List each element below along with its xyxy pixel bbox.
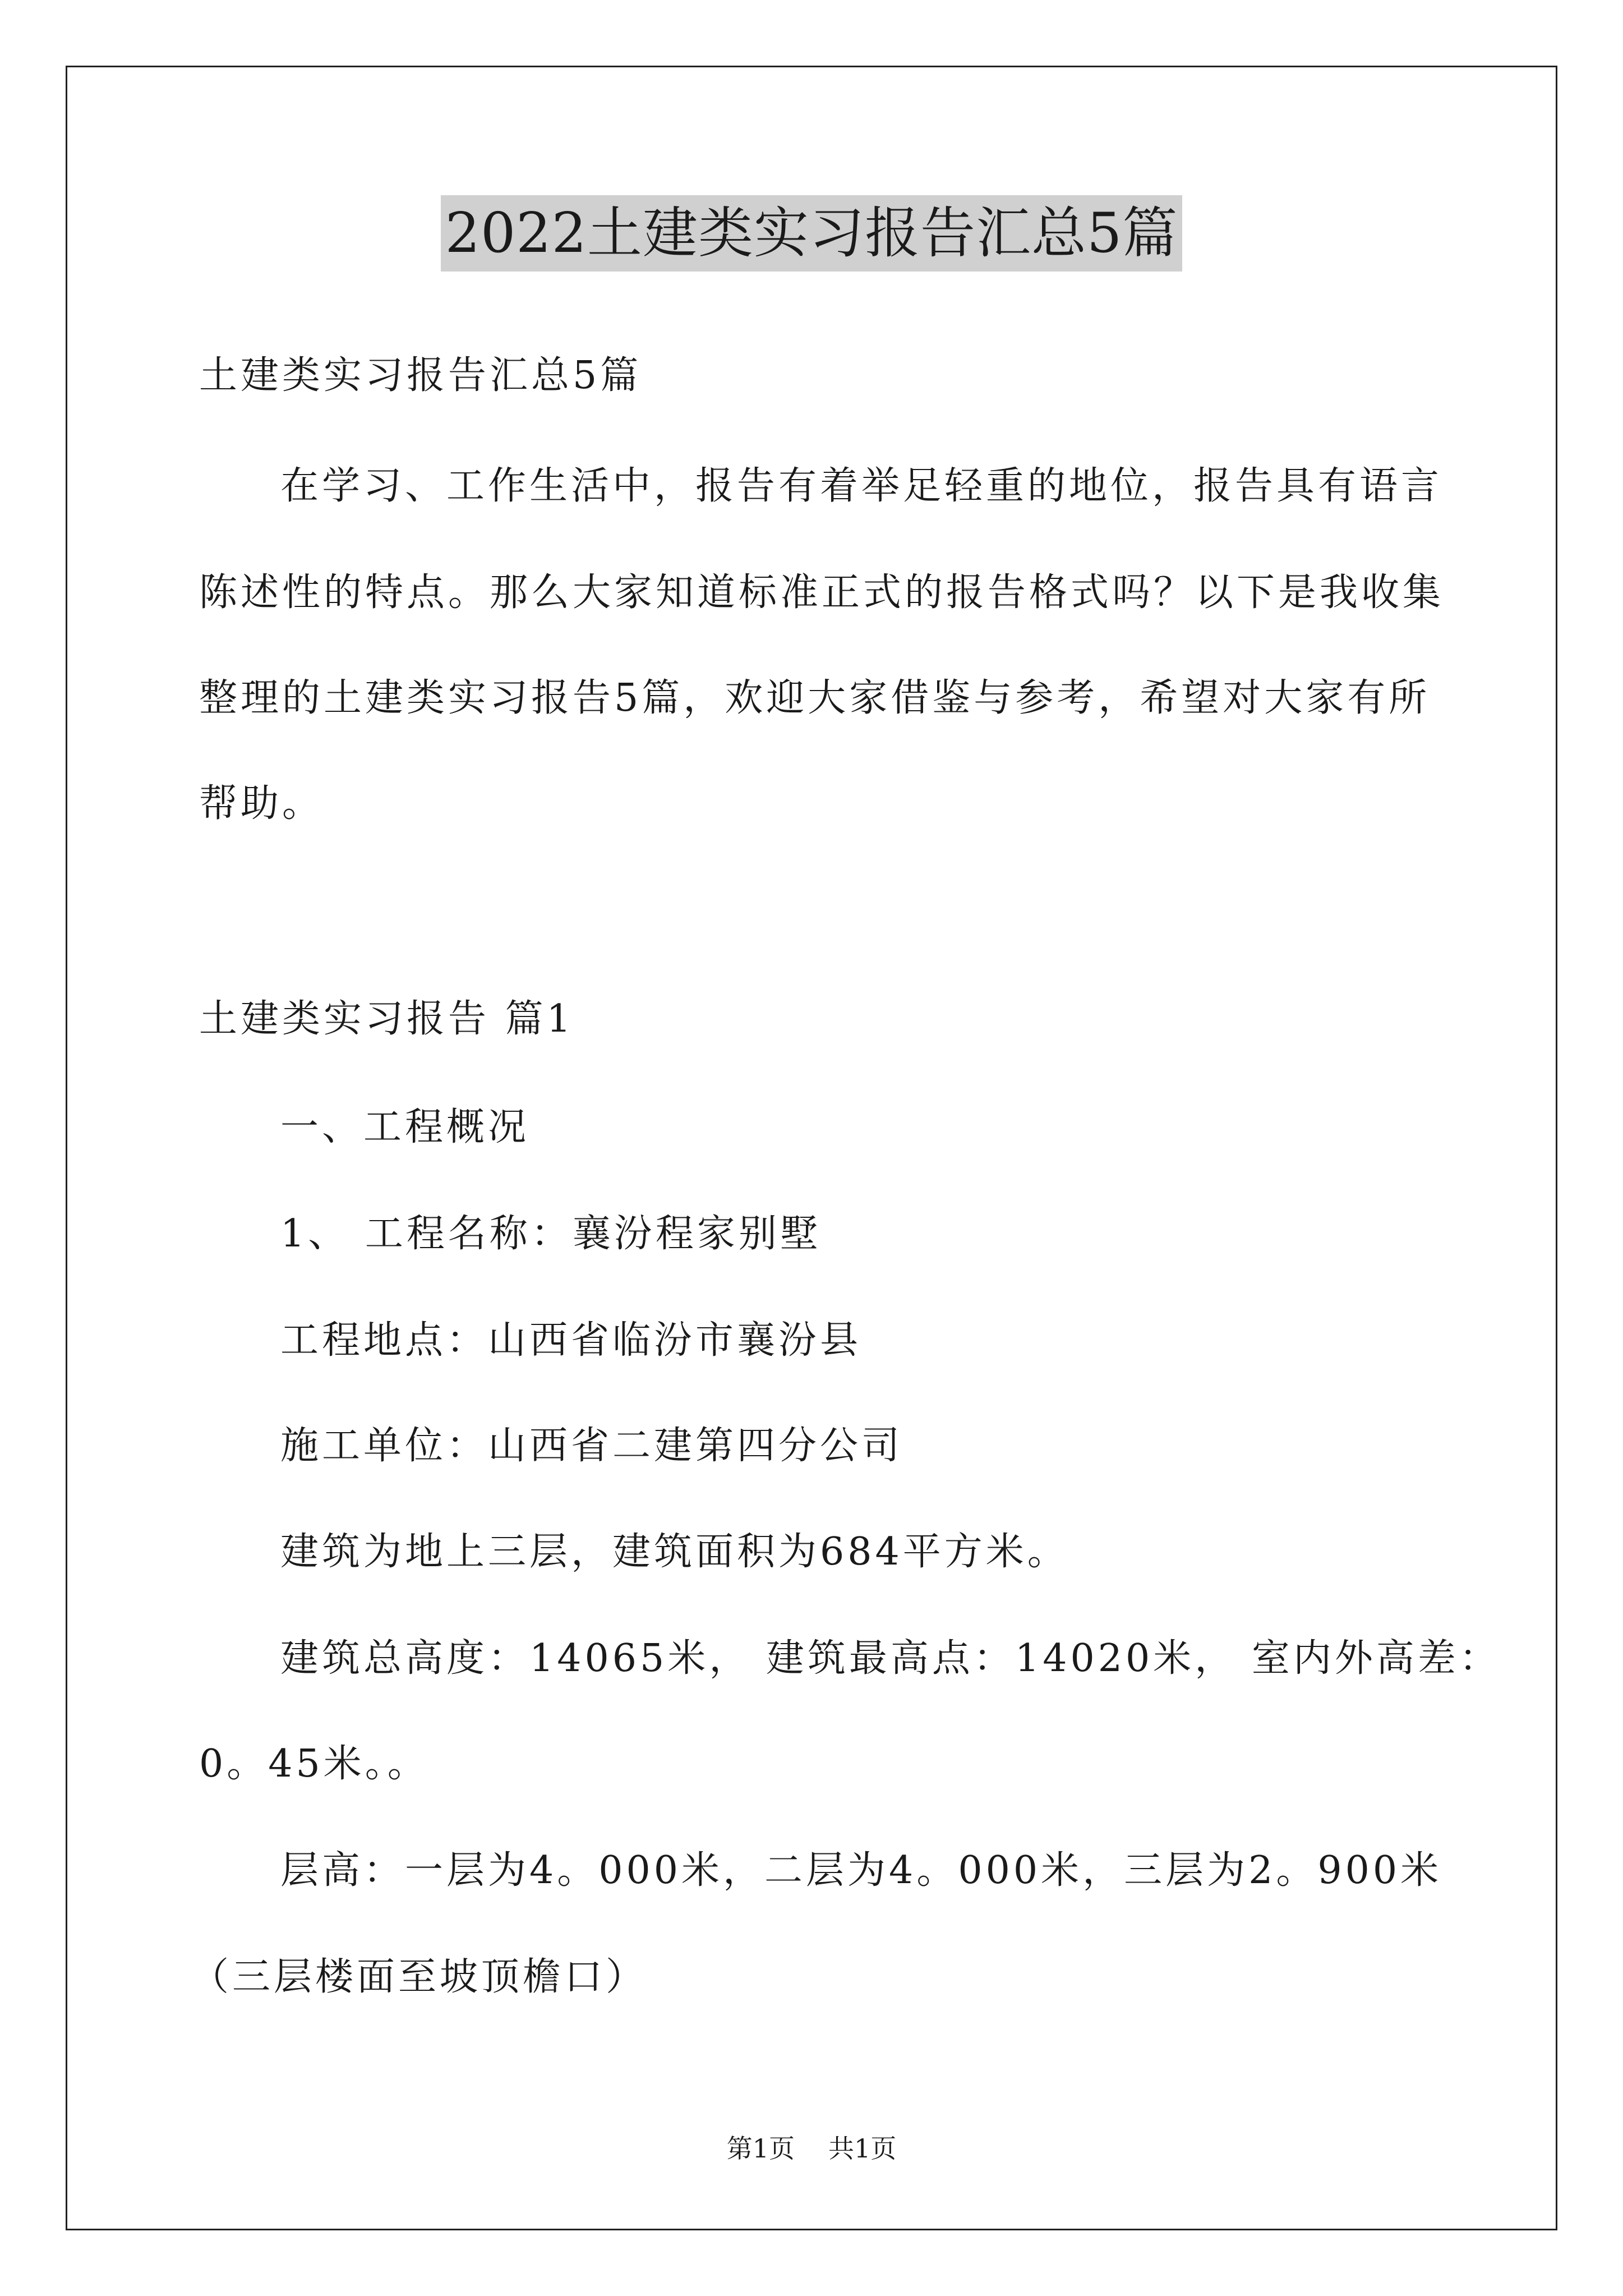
intro-line: 帮助。 <box>199 781 324 826</box>
body-line: 一、工程概况 <box>280 1105 530 1149</box>
page-number: 第1页 <box>726 2133 795 2164</box>
document-subtitle: 土建类实习报告汇总5篇 <box>199 353 642 398</box>
body-line: 1、 工程名称：襄汾程家别墅 <box>280 1212 822 1256</box>
intro-line: 陈述性的特点。那么大家知道标准正式的报告格式吗？以下是我收集 <box>199 570 1445 615</box>
body-line: 施工单位：山西省二建第四分公司 <box>280 1424 903 1468</box>
section-heading: 土建类实习报告 篇1 <box>199 997 574 1041</box>
body-line: （三层楼面至坡顶檐口） <box>191 1955 648 1999</box>
page-footer <box>0 2132 1623 2165</box>
body-line: 0。45米。。 <box>199 1742 429 1786</box>
intro-line: 整理的土建类实习报告5篇，欢迎大家借鉴与参考，希望对大家有所 <box>199 676 1431 720</box>
body-line: 建筑为地上三层，建筑面积为684平方米。 <box>280 1530 1069 1574</box>
page-total: 共1页 <box>828 2133 897 2164</box>
body-line: 层高：一层为4。000米，二层为4。000米，三层为2。900米 <box>280 1848 1442 1893</box>
body-line: 建筑总高度：14065米， 建筑最高点：14020米， 室内外高差： <box>280 1636 1501 1681</box>
document-title: 2022土建类实习报告汇总5篇 <box>441 195 1183 272</box>
intro-line: 在学习、工作生活中，报告有着举足轻重的地位，报告具有语言 <box>280 464 1443 508</box>
body-line: 工程地点：山西省临汾市襄汾县 <box>280 1318 862 1363</box>
title-container <box>0 195 1623 272</box>
